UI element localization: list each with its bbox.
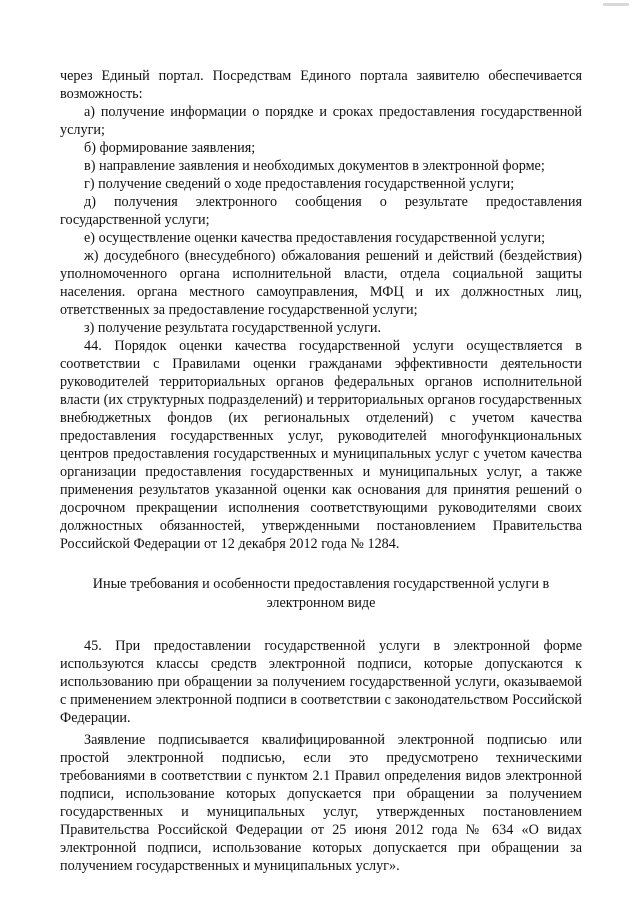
list-item-v: в) направление заявления и необходимых документов в электронной форме;: [84, 158, 545, 174]
list-item-g: г) получение сведений о ходе предоставления государственной услуги;: [84, 176, 515, 192]
list-item-b: б) формирование заявления;: [84, 140, 256, 156]
paragraph-44: 44. Порядок оценки качества государственной услуги осуществляется в соответствии с Правилами оценки гражданами эффективности деятельности руководителей территориальных органов федеральных органов исполнительной власти (их структурных подразделений) и территориальных органов государственных внебюджетных фондов (их региональных отделений) с учетом качества предоставления государственных услуг, руководителей многофункциональных центров предоставления государственных и муниципальных услуг с учетом качества организации предоставления государственных и муниципальных услуг, а также применения результатов указанной оценки как основания для принятия решений о досрочном прекращении исполнения соответствующими руководителями своих должностных обязанностей, утвержденными постановлением Правительства Российской Федерации от 12 декабря 2012 года № 1284.: [60, 338, 582, 552]
list-item-zh: ж) досудебного (внесудебного) обжалования решений и действий (бездействия) уполномоченного органа исполнительной власти, отдела социальной защиты населения. органа местного самоуправления, МФЦ и их должностных лиц, ответственных за предоставление государственной услуги;: [60, 248, 582, 318]
list-item-z: з) получение результата государственной услуги.: [84, 320, 382, 336]
section-heading: Иные требования и особенности предоставления государственной услуги в электронном виде: [92, 576, 550, 611]
list-item-d: д) получения электронного сообщения о результате предоставления государственной услуги;: [60, 194, 582, 228]
scan-mark: [603, 3, 629, 6]
paragraph-45: 45. При предоставлении государственной услуги в электронной форме используются классы средств электронной подписи, которые допускаются к использованию при обращении за получением государственной услуги, оказываемой с применением электронной подписи в соответствии с законодательством Российской Федерации.: [60, 638, 582, 726]
list-item-e: е) осуществление оценки качества предоставления государственной услуги;: [84, 230, 546, 246]
paragraph-signature: Заявление подписывается квалифицированной электронной подписью или простой электронной подписью, если это предусмотрено техническими требованиями в соответствии с пунктом 2.1 Правил определения видов электронной подписи, использование которых допускается при обращении за получением государственных и муниципальных услуг, утвержденных постановлением Правительства Российской Федерации от 25 июня 2012 года № 634 «О видах электронной подписи, использование которых допускается при обращении за получением государственных и муниципальных услуг».: [60, 732, 582, 874]
list-item-a: а) получение информации о порядке и сроках предоставления государственной услуги;: [60, 104, 582, 138]
paragraph-portal-intro: через Единый портал. Посредствам Единого портала заявителю обеспечивается возможность:: [60, 68, 582, 102]
